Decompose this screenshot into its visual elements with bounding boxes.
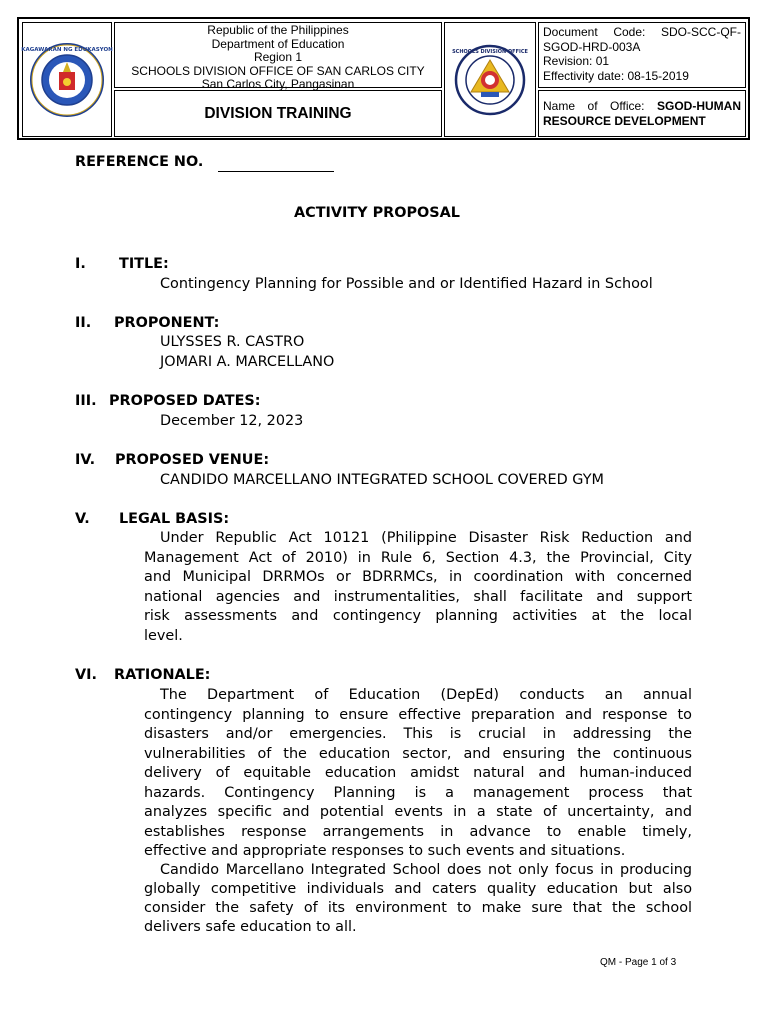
proposed-date: December 12, 2023: [160, 413, 304, 429]
rationale-line: hazards. Contingency Planning is a management process that: [144, 784, 692, 801]
section-6-label: RATIONALE:: [114, 667, 211, 683]
rationale-line: delivers safe education to all.: [144, 919, 357, 935]
sdo-seal-icon: [454, 44, 526, 116]
svg-text:SCHOOLS DIVISION OFFICE: SCHOOLS DIVISION OFFICE: [452, 49, 528, 55]
rationale-line: vulnerabilities of the education sector, and ensuring the continuous: [144, 745, 692, 762]
section-2-number: II.: [75, 315, 92, 331]
rationale-line: delivery of equitable education amidst natural and human-induced: [144, 765, 692, 781]
rationale-line: contingency planning to ensure effective preparation and response to: [144, 706, 692, 723]
document-code-row: [543, 25, 741, 40]
section-1-number: I.: [75, 256, 86, 272]
agency-info: [115, 23, 441, 92]
region-line: Region 1: [253, 50, 303, 64]
sdo-seal-cell: [444, 22, 536, 137]
section-5-number: V.: [75, 511, 90, 527]
proposed-venue: CANDIDO MARCELLANO INTEGRATED SCHOOL COVERED GYM: [160, 472, 604, 488]
office-name-cell: [538, 90, 746, 137]
document-info: [539, 23, 745, 83]
proponent-2: JOMARI A. MARCELLANO: [160, 354, 335, 370]
section-2-label: PROPONENT:: [114, 315, 220, 331]
page-footer: QM - Page 1 of 3: [600, 957, 677, 968]
office-name: [539, 91, 745, 128]
document-code-value-1: SDO-SCC-QF-: [660, 25, 741, 39]
section-3-number: III.: [75, 393, 97, 409]
legal-basis-line: and Municipal DRRMOs or BDRRMCs, in coordination with concerned: [144, 569, 692, 585]
training-title: DIVISION TRAINING: [204, 105, 352, 122]
rationale-line: The Department of Education (DepEd) conducts an annual: [160, 687, 692, 703]
rationale-line: effective and appropriate responses to such events and situations.: [144, 843, 626, 859]
rationale-line: analyzes specific and potential events in a state of uncertainty, and: [144, 804, 692, 820]
section-4-number: IV.: [75, 452, 96, 468]
section-1-value: Contingency Planning for Possible and or Identified Hazard in School: [160, 276, 653, 292]
rationale-line: consider the safety of its environment to make sure that the school: [144, 900, 692, 916]
legal-basis-line: Management Act of 2010) in Rule 6, Section 4.3, the Provincial, City: [144, 549, 692, 566]
training-title-cell: [114, 90, 442, 137]
section-4-label: PROPOSED VENUE:: [115, 452, 270, 468]
proponent-1: ULYSSES R. CASTRO: [160, 334, 305, 350]
rationale-line: Candido Marcellano Integrated School does not only focus in producing: [160, 862, 692, 878]
section-1-label: TITLE:: [119, 256, 169, 272]
header-table: [17, 17, 750, 140]
section-5-label: LEGAL BASIS:: [119, 511, 230, 527]
office-label-3: Office:: [610, 99, 645, 113]
rationale-line: globally competitive individuals and caters quality education but also: [144, 881, 692, 897]
effectivity-date: Effectivity date: 08-15-2019: [543, 68, 689, 83]
office-value-2: RESOURCE DEVELOPMENT: [543, 113, 706, 128]
legal-basis-line: risk assessments and contingency planning activities at the local: [144, 608, 692, 624]
reference-label: REFERENCE NO.: [75, 154, 204, 170]
rationale-line: disasters and/or emergencies. This is crucial in addressing the: [144, 726, 692, 742]
svg-text:KAGAWARAN NG EDUKASYON: KAGAWARAN NG EDUKASYON: [21, 47, 113, 53]
document-title: ACTIVITY PROPOSAL: [294, 205, 460, 221]
section-3-label: PROPOSED DATES:: [109, 393, 261, 409]
revision-text: Revision: 01: [543, 54, 610, 68]
office-name-row: [543, 99, 741, 114]
agency-info-cell: [114, 22, 442, 91]
section-6-number: VI.: [75, 667, 97, 683]
legal-basis-line: level.: [144, 627, 183, 644]
office-value-1: SGOD-HUMAN: [657, 99, 741, 113]
document-info-cell: [538, 22, 746, 88]
legal-basis-line: Under Republic Act 10121 (Philippine Disaster Risk Reduction and: [160, 530, 692, 546]
reference-blank-line: [218, 171, 334, 172]
deped-seal-cell: [22, 22, 112, 137]
legal-basis-paragraph: [144, 529, 692, 646]
department-line: Department of Education: [211, 36, 345, 51]
republic-line: Republic of the Philippines: [207, 23, 349, 37]
rationale-line: establishes response arrangements in advance to enable timely,: [144, 823, 692, 840]
legal-basis-line: national agencies and instrumentalities, shall facilitate and support: [144, 588, 692, 605]
office-label-1: Name: [543, 99, 576, 113]
office-label-2: of: [587, 99, 598, 113]
document-code-label: Document: [543, 25, 598, 39]
division-office-line: SCHOOLS DIVISION OFFICE OF SAN CARLOS CITY: [131, 63, 425, 78]
document-code-word: Code:: [613, 25, 646, 39]
document-code-value-2: SGOD-HRD-003A: [543, 39, 641, 54]
rationale-paragraph: [144, 686, 692, 937]
city-line: San Carlos City, Pangasinan: [201, 77, 355, 91]
deped-seal-icon: [21, 42, 113, 118]
